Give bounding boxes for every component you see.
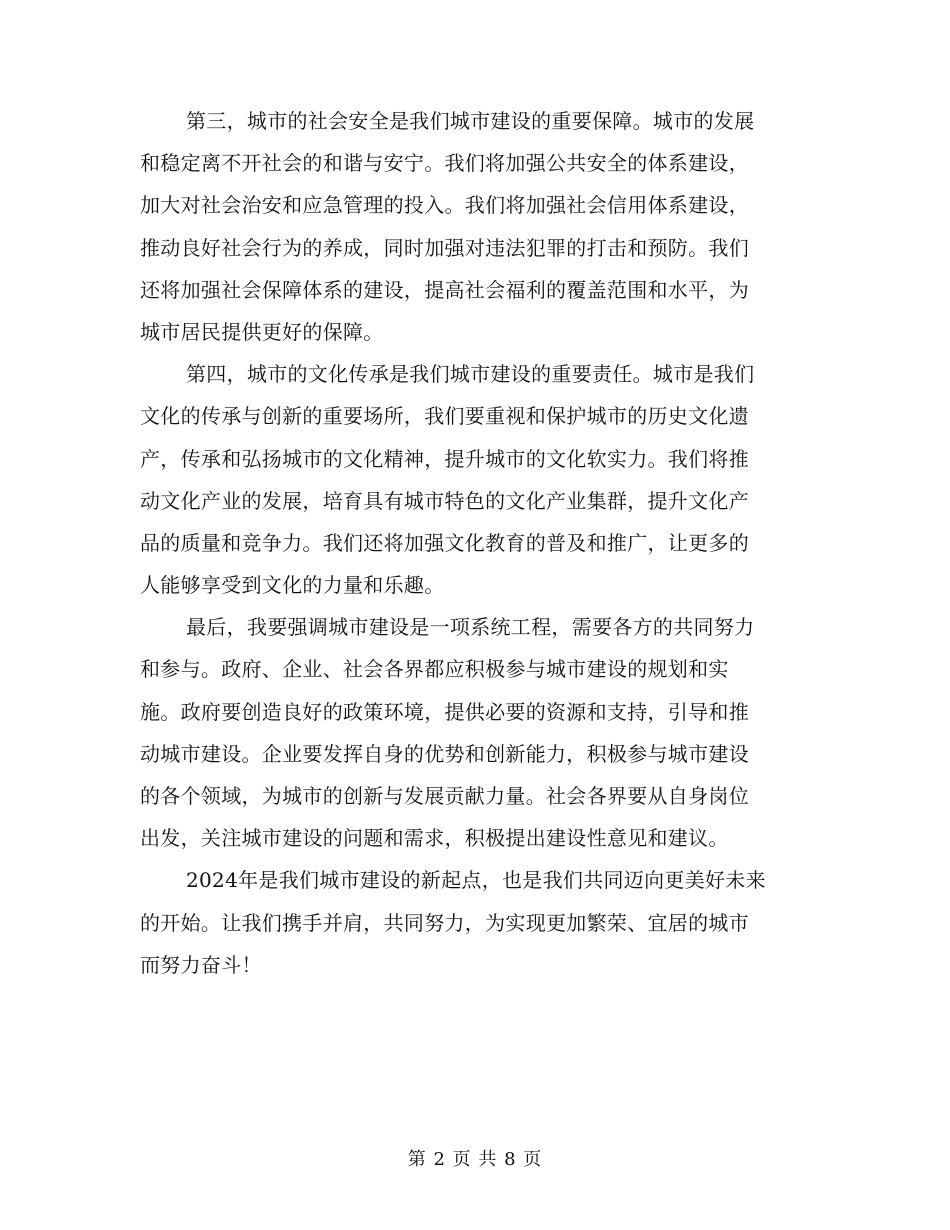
text-line: 文化的传承与创新的重要场所，我们要重视和保护城市的历史文化遗: [140, 404, 749, 429]
document-body: [140, 100, 808, 986]
text-line: 出发，关注城市建设的问题和需求，积极提出建设性意见和建议。: [140, 826, 729, 851]
text-line: 的开始。让我们携手并肩，共同努力，为实现更加繁荣、宜居的城市: [140, 910, 749, 935]
paragraph-conclusion: [140, 606, 808, 859]
paragraph-closing: [140, 859, 808, 986]
text-line: 而努力奋斗！: [140, 952, 262, 977]
text-line: 的各个领域，为城市的创新与发展贡献力量。社会各界要从自身岗位: [140, 784, 749, 808]
text-line: 动城市建设。企业要发挥自身的优势和创新能力，积极参与城市建设: [140, 741, 749, 766]
text-line: 产，传承和弘扬城市的文化精神，提升城市的文化软实力。我们将推: [140, 446, 749, 471]
text-line: 城市居民提供更好的保障。: [140, 319, 384, 344]
text-line: 2024年是我们城市建设的新起点，也是我们共同迈向更美好未来: [186, 868, 766, 893]
text-line: 动文化产业的发展，培育具有城市特色的文化产业集群，提升文化产: [140, 488, 749, 513]
text-line: 第三，城市的社会安全是我们城市建设的重要保障。城市的发展: [186, 109, 755, 133]
text-line: 和稳定离不开社会的和谐与安宁。我们将加强公共安全的体系建设，: [140, 151, 749, 176]
text-line: 第四，城市的文化传承是我们城市建设的重要责任。城市是我们: [186, 362, 755, 387]
text-line: 品的质量和竞争力。我们还将加强文化教育的普及和推广，让更多的: [140, 530, 749, 555]
text-line: 加大对社会治安和应急管理的投入。我们将加强社会信用体系建设，: [140, 193, 749, 218]
text-line: 人能够享受到文化的力量和乐趣。: [140, 573, 445, 598]
text-line: 还将加强社会保障体系的建设，提高社会福利的覆盖范围和水平，为: [140, 277, 749, 302]
page-number-footer: 第 2 页 共 8 页: [407, 1149, 543, 1170]
text-line: 和参与。政府、企业、社会各界都应积极参与城市建设的规划和实: [140, 657, 729, 682]
paragraph-cultural-heritage: [140, 353, 808, 606]
text-line: 最后，我要强调城市建设是一项系统工程，需要各方的共同努力: [186, 615, 755, 640]
text-line: 推动良好社会行为的养成，同时加强对违法犯罪的打击和预防。我们: [140, 235, 749, 260]
paragraph-social-security: [140, 100, 808, 353]
text-line: 施。政府要创造良好的政策环境，提供必要的资源和支持，引导和推: [140, 699, 749, 724]
